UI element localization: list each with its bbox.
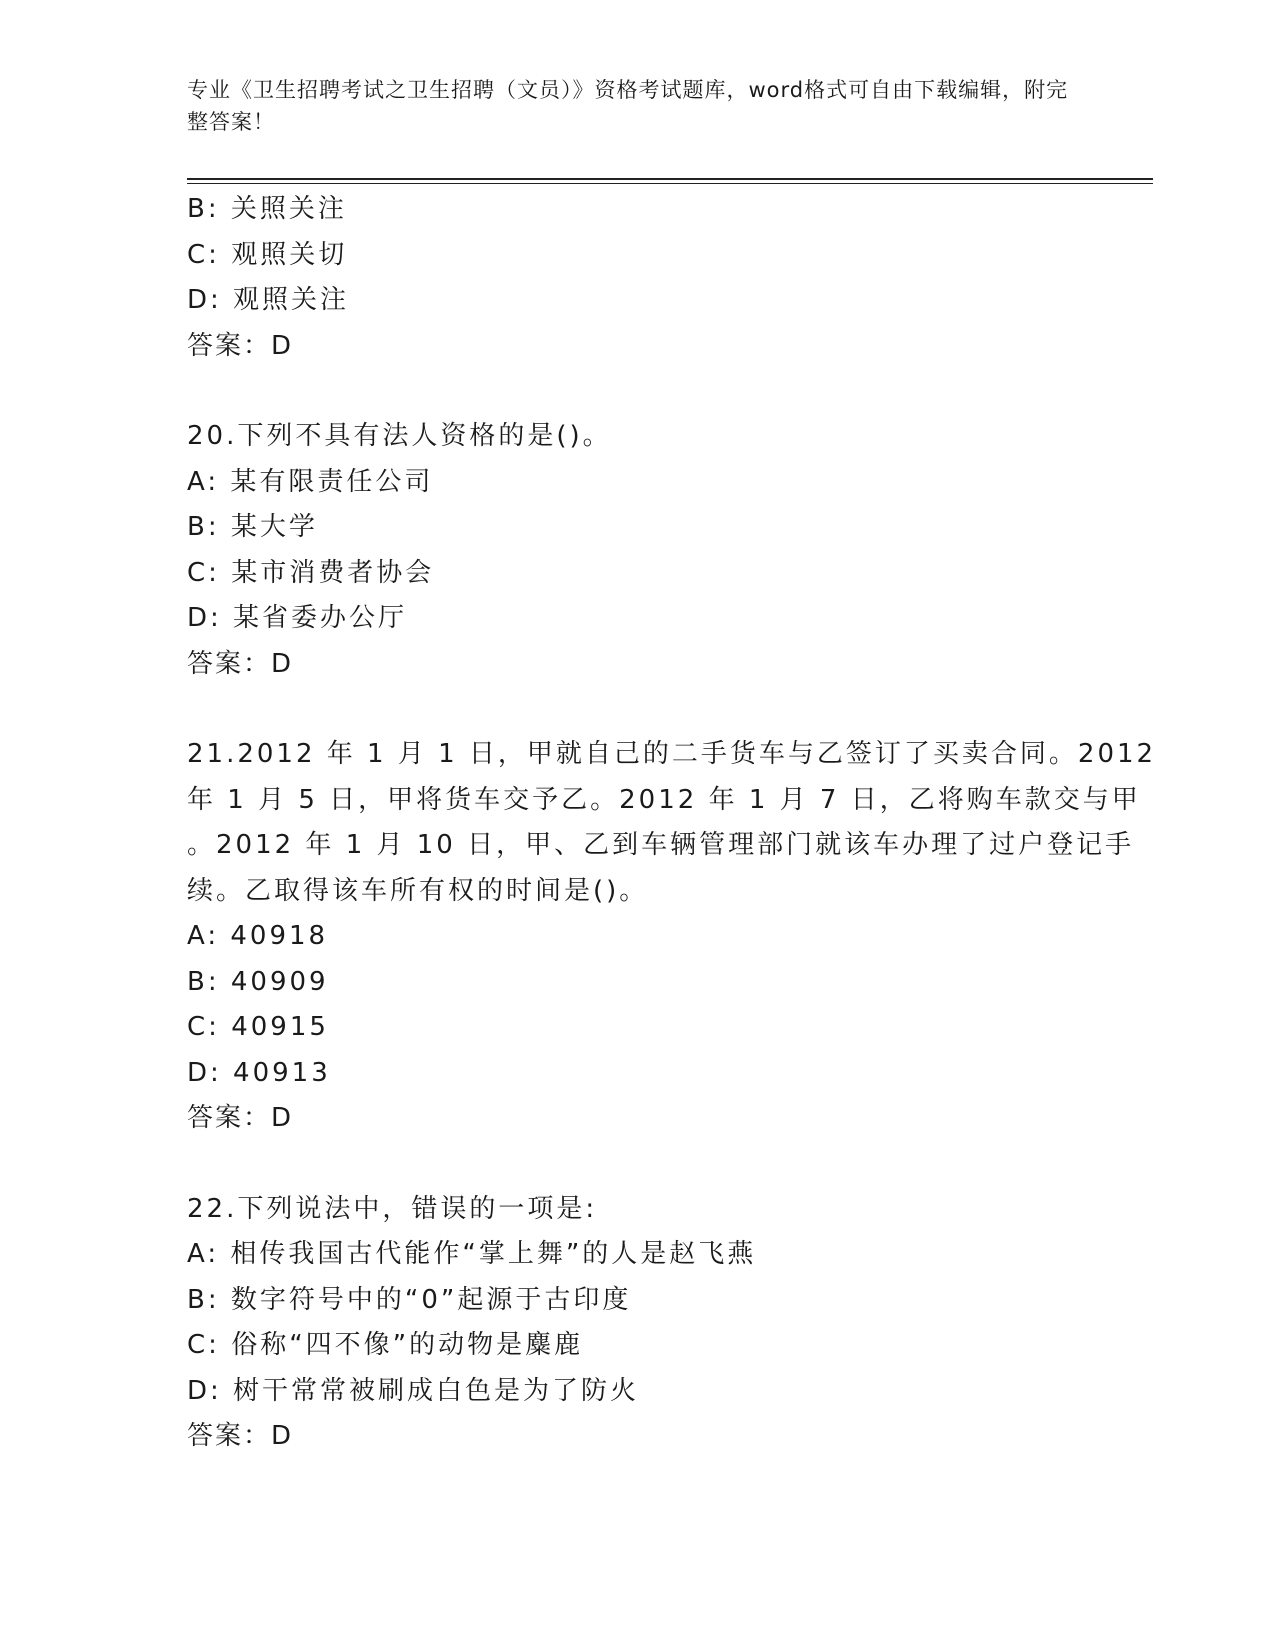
question-20 xyxy=(187,414,1087,687)
option-text: 观照关注 xyxy=(233,285,350,315)
option-prefix: A: xyxy=(187,921,220,951)
option-prefix: C: xyxy=(187,557,220,588)
option-prefix: C: xyxy=(187,239,220,270)
option-a xyxy=(187,914,1087,960)
answer-line: 答案：D xyxy=(187,648,294,679)
question-stem: 20.下列不具有法人资格的是()。 xyxy=(187,421,612,451)
option-text: 树干常常被刷成白色是为了防火 xyxy=(233,1375,640,1406)
option-text: 观照关切 xyxy=(231,239,348,270)
question-19-partial xyxy=(187,187,1087,369)
question-stem-line-4: 续。乙取得该车所有权的时间是()。 xyxy=(187,875,649,906)
answer-line: 答案：D xyxy=(187,1103,294,1133)
answer-line: 答案：D xyxy=(187,1421,294,1451)
option-prefix: A: xyxy=(187,466,220,497)
option-prefix: D: xyxy=(187,285,222,315)
option-b xyxy=(187,505,1087,551)
option-prefix: D: xyxy=(187,1375,222,1406)
option-d xyxy=(187,278,1087,324)
answer-line: 答案：D xyxy=(187,330,294,361)
header-rule-thin xyxy=(187,183,1153,184)
question-stem-line-3: 。2012 年 1 月 10 日，甲、乙到车辆管理部门就该车办理了过户登记手 xyxy=(187,830,1135,860)
option-d xyxy=(187,1369,1087,1415)
option-a xyxy=(187,1232,1087,1278)
option-b xyxy=(187,187,1087,233)
option-text: 40913 xyxy=(233,1057,331,1088)
option-text: 40915 xyxy=(231,1012,329,1042)
option-a xyxy=(187,460,1087,506)
option-prefix: B: xyxy=(187,194,220,224)
option-prefix: D: xyxy=(187,1057,222,1088)
option-text: 40909 xyxy=(230,966,329,997)
question-21 xyxy=(187,732,1157,1142)
option-prefix: D: xyxy=(187,603,222,633)
option-text: 某大学 xyxy=(230,512,318,542)
question-stem-line-1: 21.2012 年 1 月 1 日，甲就自己的二手货车与乙签订了买卖合同。2012 xyxy=(187,739,1157,769)
option-text: 某省委办公厅 xyxy=(233,603,408,633)
option-prefix: C: xyxy=(187,1012,220,1042)
page-header-text: 专业《卫生招聘考试之卫生招聘（文员）》资格考试题库，word格式可自由下载编辑，附完整答案！ xyxy=(187,78,1069,134)
question-stem-line-2: 年 1 月 5 日，甲将货车交予乙。2012 年 1 月 7 日，乙将购车款交与甲 xyxy=(187,784,1141,815)
option-text: 40918 xyxy=(230,921,329,951)
option-c xyxy=(187,233,1087,279)
option-text: 某市消费者协会 xyxy=(231,557,435,588)
header-rule-thick xyxy=(187,178,1153,180)
option-d xyxy=(187,1051,1087,1097)
option-prefix: A: xyxy=(187,1239,220,1269)
option-d xyxy=(187,596,1087,642)
option-prefix: C: xyxy=(187,1330,220,1360)
question-22 xyxy=(187,1187,1087,1460)
question-list xyxy=(187,187,1157,1460)
option-text: 相传我国古代能作“掌上舞”的人是赵飞燕 xyxy=(230,1239,757,1269)
option-b xyxy=(187,960,1087,1006)
option-text: 数字符号中的“0”起源于古印度 xyxy=(230,1284,632,1315)
option-c xyxy=(187,1323,1087,1369)
option-prefix: B: xyxy=(187,966,220,997)
option-text: 关照关注 xyxy=(230,194,347,224)
option-c xyxy=(187,1005,1087,1051)
option-c xyxy=(187,551,1087,597)
option-prefix: B: xyxy=(187,512,220,542)
option-prefix: B: xyxy=(187,1284,220,1315)
option-text: 俗称“四不像”的动物是麋鹿 xyxy=(231,1330,584,1360)
option-text: 某有限责任公司 xyxy=(230,466,434,497)
option-b xyxy=(187,1278,1087,1324)
question-stem: 22.下列说法中，错误的一项是: xyxy=(187,1193,598,1224)
